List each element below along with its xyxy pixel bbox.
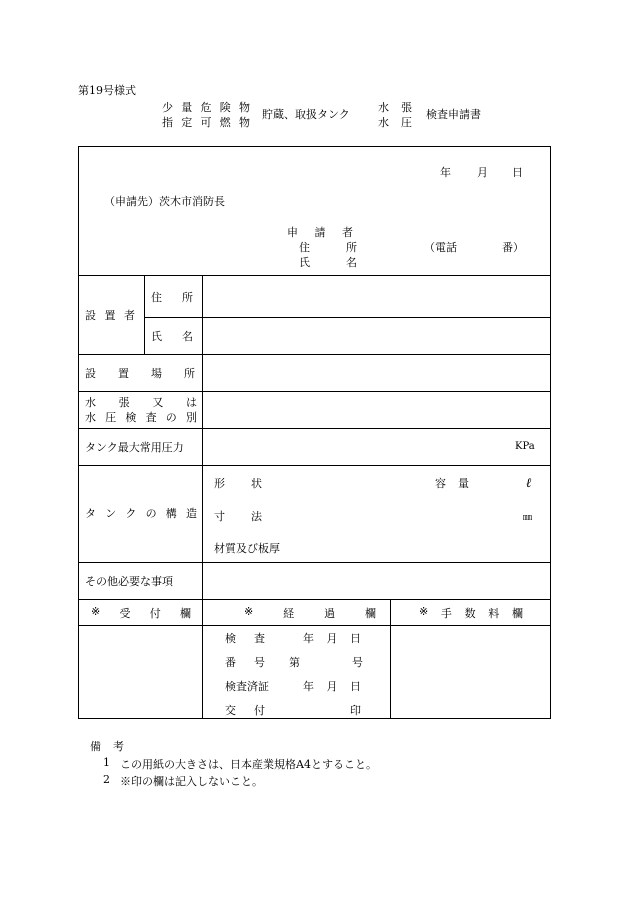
- shape-label: 形 状: [214, 477, 262, 490]
- dimensions-unit: ㎜: [523, 513, 533, 523]
- max-pressure-label: タンク最大常用圧力: [85, 441, 184, 454]
- applicant-label: 申 請 者: [287, 226, 353, 239]
- date-month: 月: [477, 166, 488, 179]
- capacity-unit: ℓ: [526, 476, 532, 491]
- date-day: 日: [512, 166, 523, 179]
- location-label: 設 置 場 所: [85, 367, 195, 380]
- rule-header-bottom: [79, 275, 550, 276]
- issue-label: 交 付: [225, 704, 265, 717]
- title-middle: 貯蔵、取扱タンク: [262, 108, 350, 121]
- rule-installer-bottom: [79, 354, 550, 355]
- applicant-address-label: 住 所: [299, 241, 357, 254]
- addressee: （申請先）茨木市消防長: [104, 195, 225, 208]
- note-1-text: この用紙の大きさは、日本産業規格A4とすること。: [120, 758, 377, 771]
- test-type-label-2: 水 圧 検 査 の 別: [85, 411, 197, 424]
- installer-label: 設 置 者: [85, 309, 135, 322]
- seal-mark: 印: [350, 704, 361, 717]
- rule-structure-bottom: [79, 562, 550, 563]
- progress-header: ※ 経 過 欄: [244, 605, 376, 620]
- number-suffix: 号: [352, 656, 363, 669]
- title-test-2: 水 圧: [378, 116, 412, 129]
- phone-open: （電話: [424, 241, 457, 254]
- form-table: [78, 146, 551, 719]
- rule-pressure-bottom: [79, 465, 550, 466]
- rule-other-bottom: [79, 599, 550, 600]
- dimensions-label: 寸 法: [214, 510, 262, 523]
- rule-installer-split: [144, 275, 145, 354]
- rule-label-column: [202, 275, 203, 718]
- title-kind-2: 指 定 可 燃 物: [162, 116, 250, 129]
- material-label: 材質及び板厚: [214, 542, 280, 555]
- applicant-name-label: 氏 名: [299, 256, 357, 269]
- capacity-label: 容 量: [435, 477, 469, 490]
- test-type-label-1: 水 張 又 は: [85, 396, 197, 409]
- number-prefix: 第: [289, 656, 300, 669]
- inspection-date: 年 月 日: [303, 632, 361, 645]
- form-number: 第19号様式: [78, 84, 136, 97]
- pressure-unit: KPa: [515, 441, 535, 452]
- title-kind-1: 少 量 危 険 物: [162, 101, 250, 114]
- title-suffix: 検査申請書: [426, 108, 481, 121]
- certificate-date: 年 月 日: [303, 680, 361, 693]
- note-2-text: ※印の欄は記入しないこと。: [120, 775, 263, 788]
- rule-fee-column: [390, 599, 391, 718]
- rule-location-bottom: [79, 391, 550, 392]
- phone-close: 番）: [502, 241, 524, 254]
- structure-label: タ ン ク の 構 造: [85, 507, 197, 520]
- reception-header: ※ 受 付 欄: [91, 605, 191, 620]
- installer-address-label: 住 所: [151, 291, 193, 304]
- note-2-number: 2: [103, 773, 110, 786]
- date-year: 年: [440, 166, 451, 179]
- rule-installer-mid: [144, 317, 550, 318]
- notes-heading: 備 考: [90, 740, 124, 753]
- inspection-label: 検 査: [225, 632, 265, 645]
- title-test-1: 水 張: [378, 101, 412, 114]
- installer-name-label: 氏 名: [151, 330, 193, 343]
- other-label: その他必要な事項: [85, 575, 173, 588]
- note-1-number: 1: [103, 756, 110, 769]
- number-label: 番 号: [225, 656, 265, 669]
- certificate-label: 検査済証: [225, 680, 269, 693]
- rule-footer-header-bottom: [79, 625, 550, 626]
- rule-testtype-bottom: [79, 428, 550, 429]
- fee-header: ※ 手 数 料 欄: [419, 605, 523, 620]
